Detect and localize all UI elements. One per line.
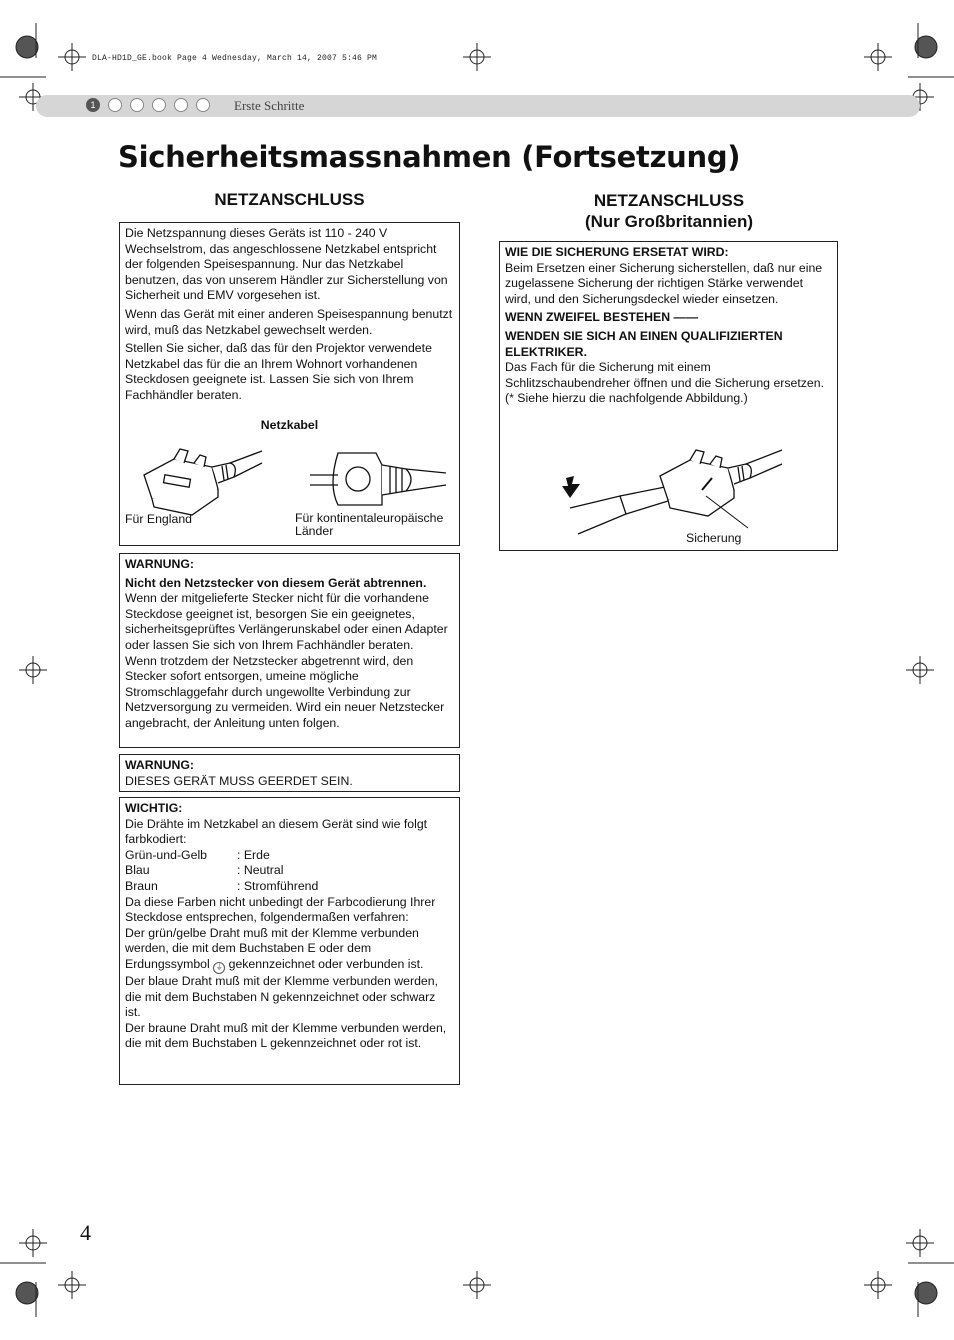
chapter-dot <box>108 98 122 112</box>
warning-body: Wenn der mitgelieferte Stecker nicht für die vorhandene Steckdose geeignet ist, besorgen Sie ein geeignetes, sicherheitsgeprüftes Verlängerunskabel oder einen Adapter oder lassen Sie sich von Ihrem Fachhändler beraten. Wenn trotzdem der Netzstecker abgetrennt wird, den Stecker sofort entsorgen, umeine mögliche Stromschlaggefahr durch ungewollte Verbindung zur Netzversorgung zu vermeiden. Wird ein neuer Netzstecker angebracht, der Anleitung unten folgen. <box>125 591 448 730</box>
warning-body: DIESES GERÄT MUSS GEERDET SEIN. <box>125 773 353 788</box>
chapter-progress <box>86 98 218 112</box>
wire-row: Grün-und-Gelb : Erde <box>125 847 270 862</box>
fuse-box <box>499 241 838 551</box>
fuse-body: Beim Ersetzen einer Sicherung sicherstellen, daß nur eine zugelassene Sicherung der richtigen Stärke verwendet wird, und den Sicherungsdeckel wieder einsetzen. <box>505 260 823 306</box>
section-heading-netzanschluss: NETZANSCHLUSS <box>214 190 365 209</box>
chapter-dot <box>196 98 210 112</box>
wire-row: Blau : Neutral <box>125 863 284 878</box>
important-paragraph: Der braune Draht muß mit der Klemme verbunden werden, die mit dem Buchstaben L gekennzeichnet oder rot ist. <box>125 1020 447 1051</box>
chapter-dot <box>130 98 144 112</box>
page-number: 4 <box>80 1220 91 1245</box>
fuse-title: WIE DIE SICHERUNG ERSETAT WIRD: <box>505 245 729 259</box>
earth-symbol-icon: ⏚ <box>213 962 225 974</box>
section-heading-uk: NETZANSCHLUSS (Nur Großbritannien) <box>584 191 754 231</box>
fuse-label: Sicherung <box>686 531 742 545</box>
power-supply-box <box>119 222 460 546</box>
warning-title: WARNUNG: <box>125 758 194 772</box>
wire-row: Braun : Stromführend <box>125 878 319 893</box>
cable-label: Netzkabel <box>260 417 319 432</box>
important-box <box>119 797 460 1085</box>
see-figure-note: (* Siehe hierzu die nachfolgende Abbildung.) <box>505 391 748 406</box>
important-title: WICHTIG: <box>125 801 183 815</box>
intro-paragraph: Stellen Sie sicher, daß das für den Projektor verwendete Netzkabel das für die an Ihrem Wohnort vorhandenen Steckdosen geeignete ist. Lassen Sie sich von Ihrem Fachhändler beraten. <box>125 341 432 402</box>
chapter-label: Erste Schritte <box>234 98 305 113</box>
file-header: DLA-HD1D_GE.book Page 4 Wednesday, March 14, 2007 5:46 PM <box>92 54 378 63</box>
important-paragraph: Der blaue Draht muß mit der Klemme verbunden werden, die mit dem Buchstaben N gekennzeichnet oder schwarz ist. <box>125 973 439 1020</box>
fuse-replacement-illustration <box>560 440 790 540</box>
caption-england: Für England <box>125 512 192 526</box>
important-paragraph: Der grün/gelbe Draht muß mit der Klemme verbunden werden, die mit dem Buchstaben E oder dem Erdungssymbol ⏚ gekennzeichnet oder verbunden ist. <box>125 926 454 974</box>
fuse-instructions: Das Fach für die Sicherung mit einem Schlitzschaubendreher öffnen und die Sicherung ersetzen. <box>505 360 825 390</box>
doubt-line: WENN ZWEIFEL BESTEHEN —— <box>505 310 699 325</box>
important-intro: Die Drähte im Netzkabel an diesem Gerät sind wie folgt farbkodiert: <box>125 816 428 847</box>
page-title: Sicherheitsmassnahmen (Fortsetzung) <box>118 140 741 174</box>
warning-title: WARNUNG: <box>125 557 194 571</box>
warning-box-plug <box>119 553 460 748</box>
chapter-dot <box>152 98 166 112</box>
chapter-dot <box>174 98 188 112</box>
continental-plug-illustration <box>298 445 448 517</box>
caption-continental: Für kontinentaleuropäische Länder <box>295 511 444 538</box>
contact-line: WENDEN SIE SICH AN EINEN QUALIFIZIERTEN ELEKTRIKER. <box>505 328 783 359</box>
intro-paragraph: Die Netzspannung dieses Geräts ist 110 - 240 V Wechselstrom, das angeschlossene Netzkabel entspricht der folgenden Speisespannung. Nur das Netzkabel benutzen, das von unserem Händler zur Sicherstellung von Sicherheit und EMV vorgesehen ist. <box>125 226 448 303</box>
uk-plug-illustration <box>134 445 264 517</box>
warning-lead: Nicht den Netzstecker von diesem Gerät abtrennen. <box>125 575 427 590</box>
important-paragraph: Da diese Farben nicht unbedingt der Farbcodierung Ihrer Steckdose entsprechen, folgendermaßen verfahren: <box>125 894 436 925</box>
chapter-dot-active: 1 <box>86 98 100 112</box>
warning-box-ground <box>119 754 460 792</box>
intro-paragraph: Wenn das Gerät mit einer anderen Speisespannung benutzt wird, muß das Netzkabel gewechselt werden. <box>125 306 453 337</box>
